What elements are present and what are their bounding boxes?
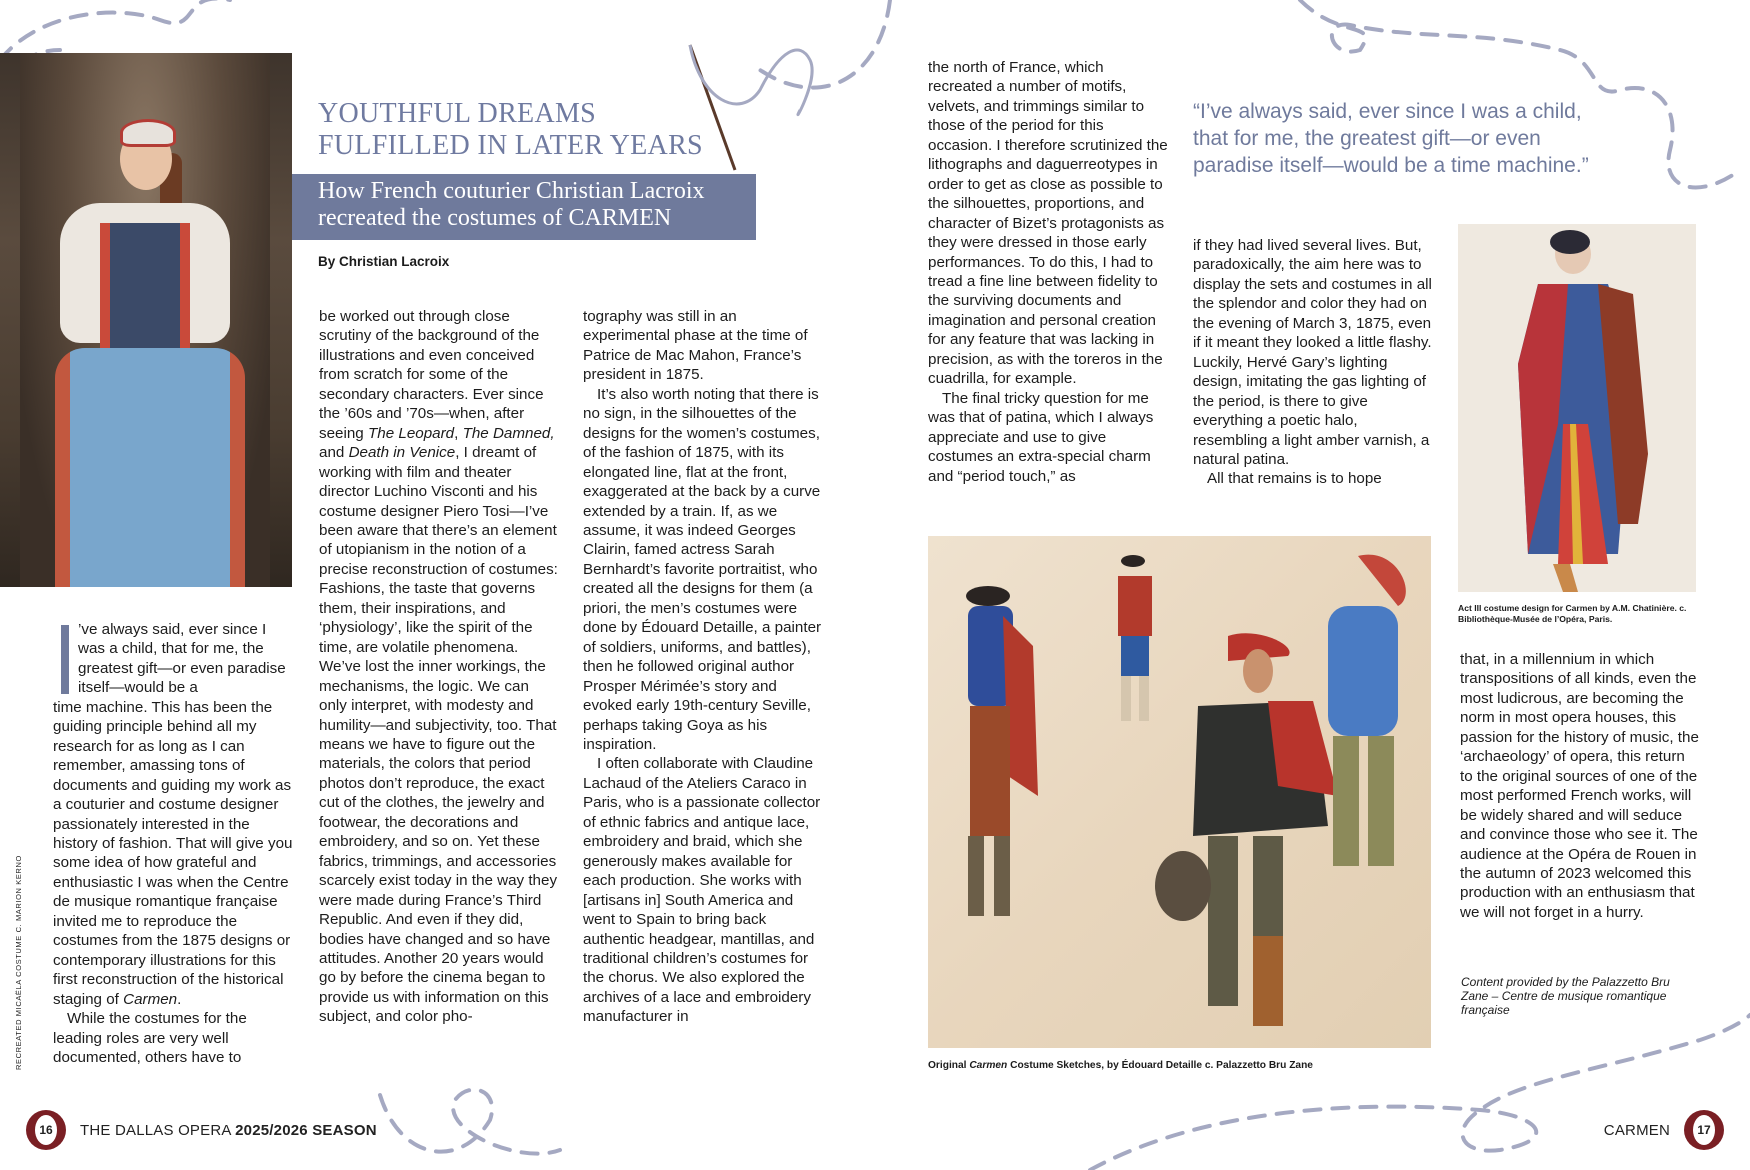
content-credit: Content provided by the Palazzetto Bru Zane – Centre de musique romantique française	[1461, 975, 1670, 1017]
subhead-line-1: How French couturier Christian Lacroix	[318, 178, 705, 204]
text-column-2	[319, 307, 559, 1027]
needle-and-thread-icon	[690, 45, 812, 170]
text-column-5	[1193, 236, 1433, 489]
micaela-costume-photo	[0, 53, 292, 587]
text-column-4	[928, 58, 1168, 486]
paragraph: if they had lived several lives. But, paradoxically, the aim here was to display the sets and costumes in all the splendor and color they had on the evening of March 3, 1875, even if it meant they looked a little flashy. Luckily, Hervé Gary’s lighting design, imitating the gas lighting of the period, is there to give everything a poetic halo, resembling a light amber varnish, a natural patina.	[1193, 237, 1432, 468]
opera-o-logo-icon	[1684, 1110, 1724, 1150]
paragraph: I often collaborate with Claudine Lachaud of the Ateliers Caraco in Paris, who is a passionate collector of ethnic fabrics and antique lace, embroidery and braid, which she generously makes available for each production. She works with [artisans in] South America and went to Spain to bring back authentic headgear, mantillas, and traditional children’s costumes for the chorus. We also explored the archives of a lace and embroidery manufacturer in	[583, 755, 821, 1026]
caption-sketches: Original Carmen Costume Sketches, by Édouard Detaille c. Palazzetto Bru Zane	[928, 1060, 1313, 1071]
footer-publication: THE DALLAS OPERA 2025/2026 SEASON	[80, 1121, 377, 1139]
page-number: 17	[1693, 1115, 1715, 1145]
footer-right	[1604, 1110, 1724, 1150]
pull-quote: “I’ve always said, ever since I was a child, that for me, the greatest gift—or even paradise itself—would be a time machine.”	[1193, 100, 1589, 177]
subhead-line-2: recreated the costumes of CARMEN	[318, 205, 672, 231]
byline: By Christian Lacroix	[318, 254, 450, 269]
paragraph: be worked out through close scrutiny of the background of the illustrations and even conceived from scratch for some of the secondary characters. Ever since the ’60s and ’70s—when, after seeing The Leopard, The Damned, and Death in Venice, I dreamt of working with film and theater director Luchino Visconti and his costume designer Piero Tosi—I’ve been aware that there’s an element of utopianism in the notion of a precise reconstruction of costumes: Fashions, the taste that governs them, their inspirations, and ‘physiology’, like the spirit of the time, are volatile phenomena. We’ve lost the inner workings, the mechanisms, the logic. We can only interpret, with modesty and humility—and subjectivity, too. That means we have to figure out the materials, the colors that period photos don’t reproduce, the exact cut of the clothes, the jewelry and footwear, the decorations and embroidery, and so on. Yet these fabrics, trimmings, and accessories scarcely exist today in the way they were made during France’s Third Republic. And even if they did, bodies have changed and so have attitudes. Another 20 years would go by before the cinema began to provide us with information on this subject, and color pho-	[319, 308, 558, 1026]
text-column-6	[1460, 650, 1700, 922]
carmen-costume-design-illustration	[1458, 224, 1696, 592]
caption-carmen-design: Act III costume design for Carmen by A.M. Chatinière. c. Bibliothèque-Musée de l’Opéra, Paris.	[1458, 603, 1687, 624]
article-subhead	[318, 178, 705, 232]
photo-credit: RECREATED MICAËLA COSTUME C. MARION KERNO	[14, 855, 23, 1070]
footer-title: CARMEN	[1603, 1121, 1670, 1139]
paragraph: While the costumes for the leading roles are very well documented, others have to	[53, 1010, 247, 1066]
headline-line-1: YOUTHFUL DREAMS	[318, 98, 597, 129]
thread-top-left	[0, 0, 230, 60]
paragraph: All that remains is to hope	[1207, 470, 1382, 488]
paragraph: time machine. This has been the guiding principle behind all my research for as long as I can remember, amassing tons of documents and guiding my work as a couturier and costume designer passionately interested in the history of fashion. That will give you some idea of how grateful and enthusiastic I was when the Centre de musique romantique française invited me to reproduce the costumes from the 1875 designs or contemporary illustrations for this first reconstruction of the historical staging of Carmen.	[53, 698, 293, 1008]
paragraph: that, in a millennium in which transpositions of all kinds, even the most ludicrous, are becoming the norm in most opera houses, this passion for the history of music, the ‘archaeology’ of opera, this return to the original sources of one of the most performed French works, will be widely shared and will seduce and convince those who see it. The audience at the Opéra de Rouen in the autumn of 2023 welcomed this production with an enthusiasm that we will not forget in a hurry.	[1460, 651, 1699, 921]
paragraph: The final tricky question for me was that of patina, which I always appreciate and use to give costumes an extra-special charm and “period touch,” as	[928, 389, 1154, 485]
paragraph: ’ve always said, ever since I was a child, that for me, the greatest gift—or even paradise itself—would be a	[78, 621, 286, 697]
opera-o-logo-icon	[26, 1110, 66, 1150]
thread-bottom-left	[380, 1090, 560, 1154]
detaille-costume-sketches	[928, 536, 1431, 1048]
text-column-3	[583, 307, 823, 1027]
headline-line-2: FULFILLED IN LATER YEARS	[318, 130, 703, 161]
paragraph: the north of France, which recreated a number of motifs, velvets, and trimmings similar to those of the period for this occasion. I therefore scrutinized the lithographs and daguerreotypes in order to get as close as possible to the silhouettes, proportions, and character of Bizet’s protagonists as they were dressed in those early performances. To do this, I had to tread a fine line between fidelity to the surviving documents and imagination and personal creation for any feature that was lacking in precision, as with the toreros in the cuadrilla, for example.	[928, 59, 1168, 388]
paragraph: tography was still in an experimental phase at the time of Patrice de Mac Mahon, France’s president in 1875.	[583, 308, 808, 384]
text-column-1	[53, 620, 293, 1067]
thread-top-center	[760, 0, 890, 88]
footer-left	[26, 1110, 377, 1150]
page-number: 16	[35, 1115, 57, 1145]
paragraph: It’s also worth noting that there is no sign, in the silhouettes of the designs for the women’s costumes, of the fashion of 1875, with its elongated line, flat at the front, exaggerated at the back by a curve extended by a train. If, as we assume, it was indeed Georges Clairin, famed actress Sarah Bernhardt’s favorite portraitist, who created all the designs for them (a priori, the men’s costumes were done by Édouard Detaille, a painter of soldiers, uniforms, and battles), then he followed original author Prosper Mérimée’s story and evoked early 19th-century Seville, perhaps taking Goya as his inspiration.	[583, 385, 822, 753]
article-headline	[318, 98, 703, 162]
